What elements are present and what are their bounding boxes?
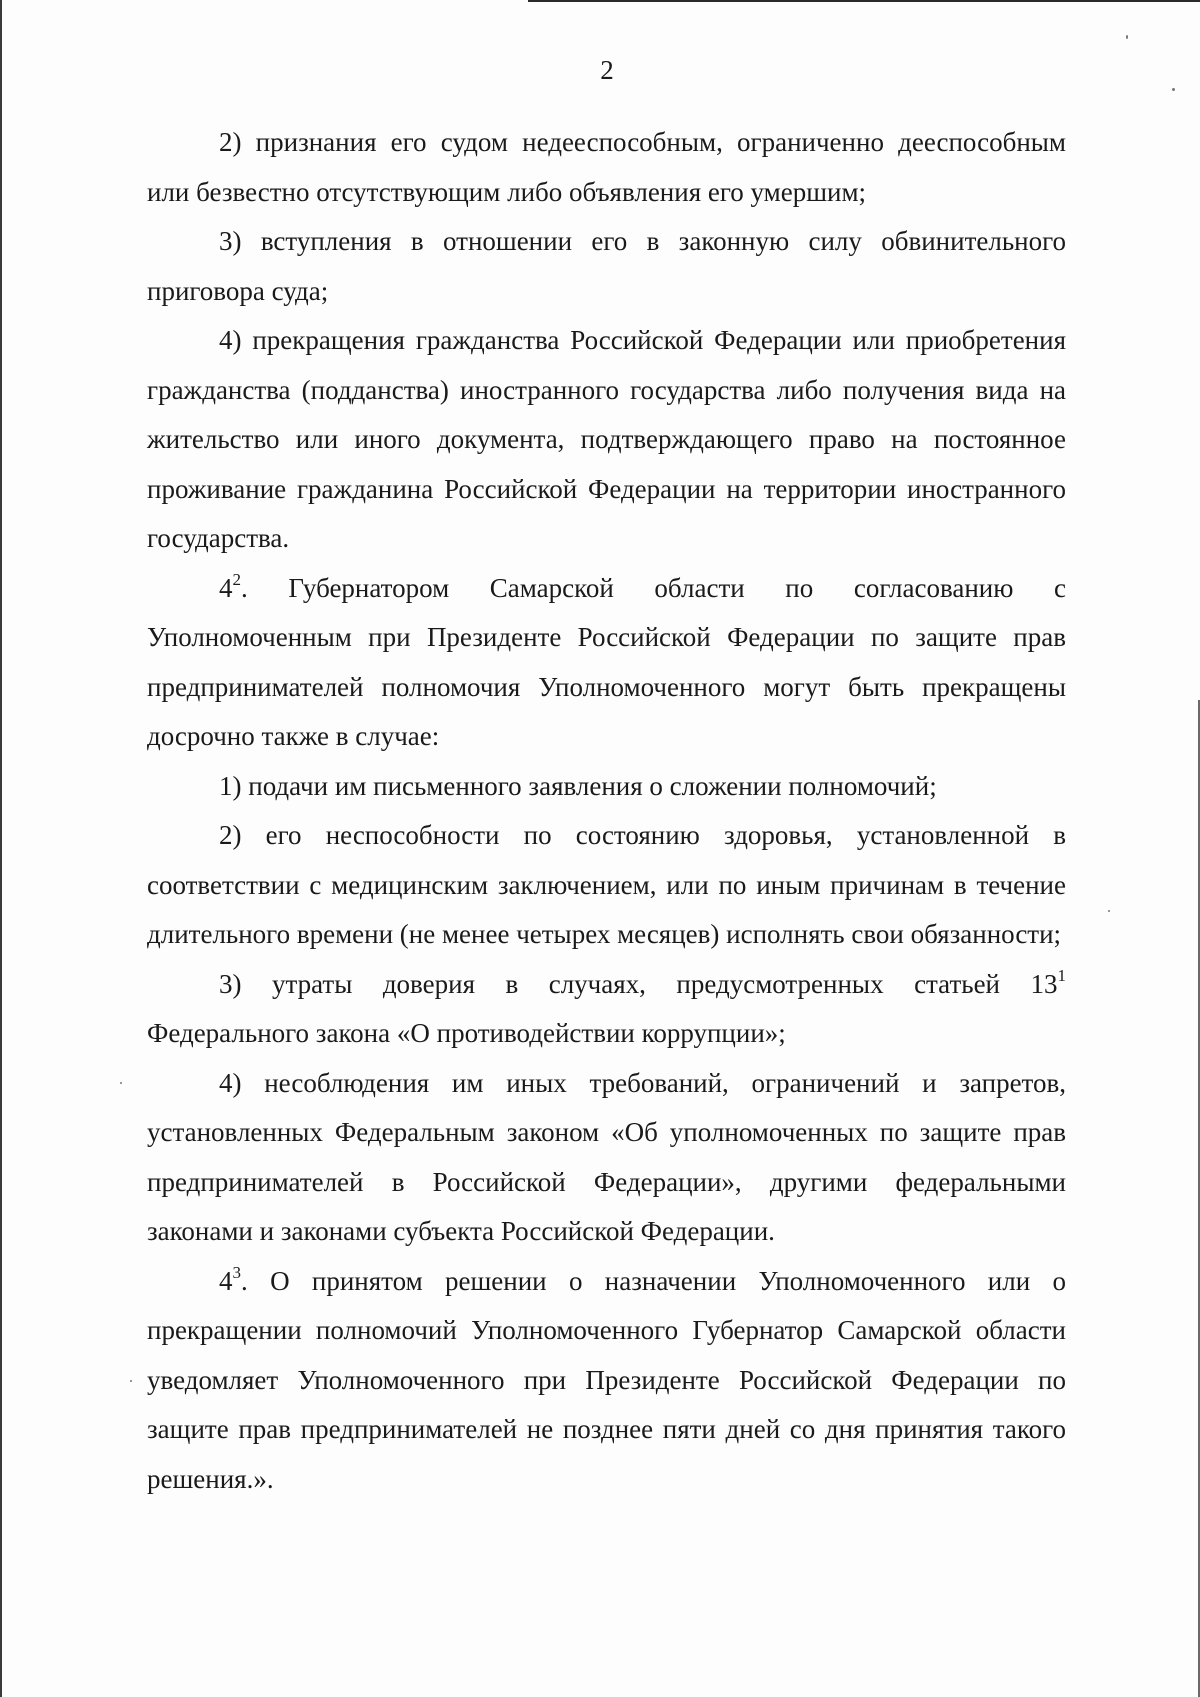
scan-speck bbox=[1126, 35, 1128, 39]
article-number-superscript: 1 bbox=[1057, 965, 1066, 985]
paragraph-item-4-citizenship bbox=[147, 316, 1066, 564]
paragraph-text: Федерального закона «О противодействии коррупции»; bbox=[147, 1018, 786, 1048]
paragraph-item-3-conviction bbox=[147, 217, 1066, 316]
paragraph-text: Губернатором Самарской области по согласованию с Уполномоченным при Президенте Российской Федерации по защите прав предпринимателей полномочия Уполномоченного могут быть прекращены досрочно также в случае: bbox=[147, 572, 1066, 751]
scan-speck bbox=[120, 1082, 122, 1084]
paragraph-text: 1) подачи им письменного заявления о сложении полномочий; bbox=[219, 770, 937, 801]
paragraph-text: 3) вступления в отношении его в законную силу обвинительного приговора суда; bbox=[147, 226, 1066, 306]
section-number-superscript: 2 bbox=[232, 569, 241, 589]
paragraph-item-1-resignation bbox=[147, 762, 1066, 812]
paragraph-text: 4) несоблюдения им иных требований, ограничений и запретов, установленных Федеральным законом «Об уполномоченных по защите прав предпринимателей в Российской Федерации», другими федеральными законами и законами субъекта Российской Федерации. bbox=[147, 1067, 1066, 1246]
paragraph-text: 3) утраты доверия в случаях, предусмотренных статьей 13 bbox=[219, 968, 1058, 999]
paragraph-section-4-2 bbox=[147, 564, 1066, 762]
paragraph-item-2-health bbox=[147, 811, 1066, 960]
paragraph-text: О принятом решении о назначении Уполномоченного или о прекращении полномочий Уполномоченного Губернатор Самарской области уведомляет Уполномоченного при Президенте Российской Федерации по защите прав предпринимателей не позднее пяти дней со дня принятия такого решения.». bbox=[147, 1265, 1066, 1494]
paragraph-item-2-incapacity bbox=[147, 118, 1066, 217]
paragraph-item-4-noncompliance bbox=[147, 1059, 1066, 1257]
scan-edge-left bbox=[0, 0, 2, 1697]
page-number: 2 bbox=[600, 55, 614, 85]
paragraph-item-3-trust bbox=[147, 960, 1066, 1059]
section-number-superscript: 3 bbox=[232, 1262, 241, 1282]
scan-speck bbox=[1108, 910, 1110, 912]
paragraph-text: 2) признания его судом недееспособным, ограниченно дееспособным или безвестно отсутствующим либо объявления его умершим; bbox=[147, 127, 1066, 207]
paragraph-section-4-3 bbox=[147, 1257, 1066, 1505]
section-number: $4^2$. bbox=[219, 569, 248, 603]
paragraph-text: 4) прекращения гражданства Российской Федерации или приобретения гражданства (подданства) иностранного государства либо получения вида на жительство или иного документа, подтверждающего право на постоянное проживание гражданина Российской Федерации на территории иностранного государства. bbox=[147, 325, 1066, 553]
section-number: $4^3$. bbox=[219, 1262, 248, 1296]
document-body bbox=[147, 118, 1066, 1504]
scan-speck bbox=[130, 1380, 132, 1382]
scan-edge-top bbox=[528, 0, 1200, 2]
paragraph-text: 2) его неспособности по состоянию здоровья, установленной в соответствии с медицинским заключением, или по иным причинам в течение длительного времени (не менее четырех месяцев) исполнять свои обязанности; bbox=[147, 820, 1066, 949]
